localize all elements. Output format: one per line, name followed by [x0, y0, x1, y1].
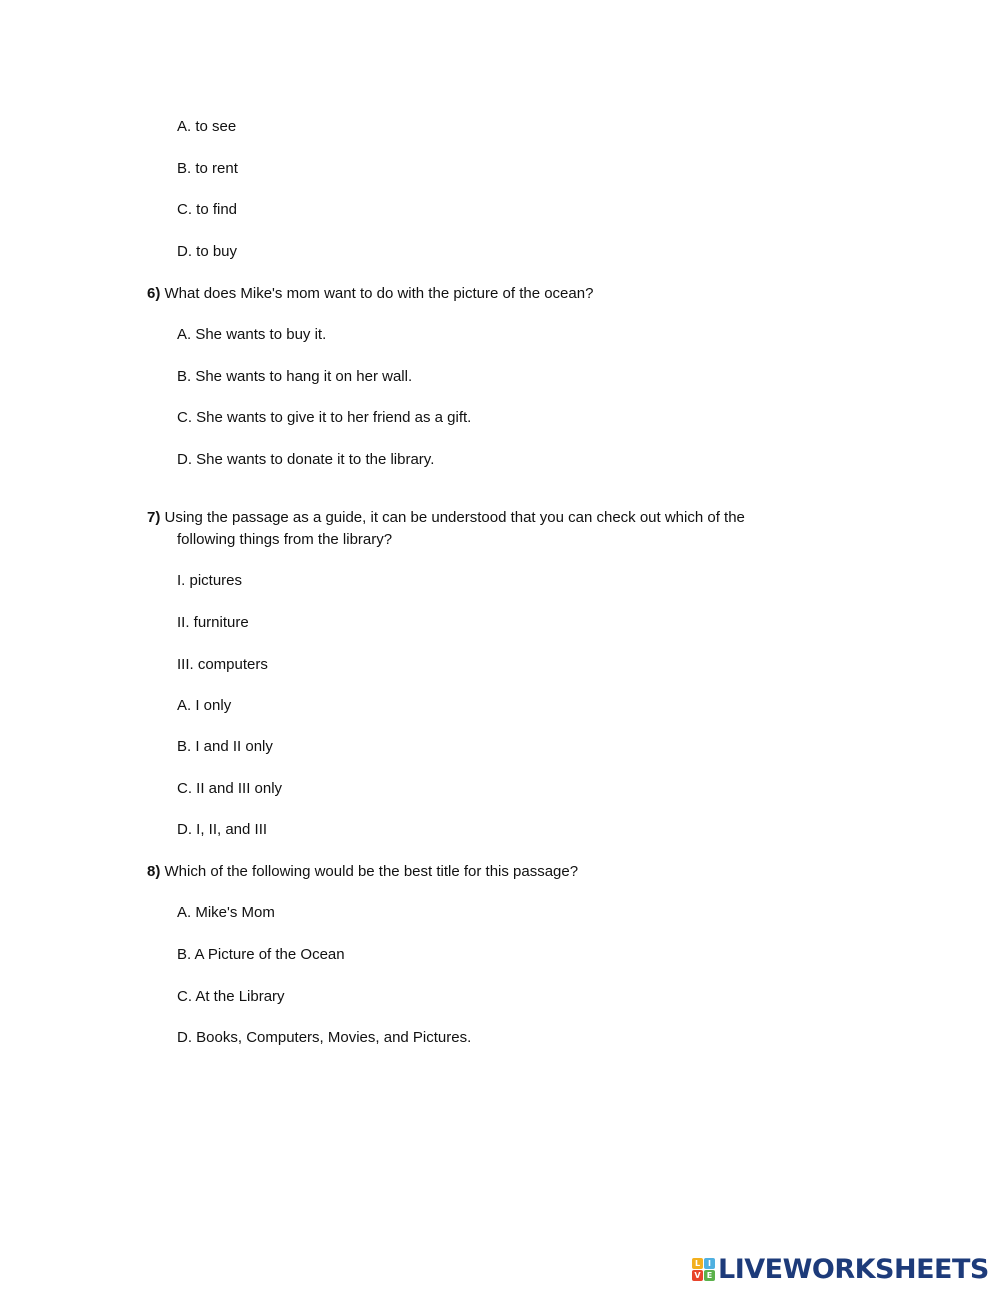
q8-question — [147, 862, 578, 882]
q7-item-iii: III. computers — [177, 656, 268, 673]
q6-text: What does Mike's mom want to do with the picture of the ocean? — [164, 285, 594, 302]
q6-option-c[interactable]: C. She wants to give it to her friend as a gift. — [177, 409, 472, 426]
q7-item-ii: II. furniture — [177, 614, 249, 631]
q6-option-b[interactable]: B. She wants to hang it on her wall. — [177, 368, 413, 385]
logo-mark-e: E — [704, 1270, 715, 1281]
q6-question — [147, 284, 593, 304]
q6-option-a[interactable]: A. She wants to buy it. — [177, 326, 327, 343]
q5-option-a[interactable]: A. to see — [177, 118, 237, 135]
q5-option-d[interactable]: D. to buy — [177, 243, 238, 260]
logo-mark-v: V — [692, 1270, 703, 1281]
logo-mark-l: L — [692, 1258, 703, 1269]
q8-text: Which of the following would be the best title for this passage? — [164, 863, 579, 880]
q7-option-b[interactable]: B. I and II only — [177, 738, 273, 755]
q7-option-c[interactable]: C. II and III only — [177, 780, 283, 797]
q6-option-d[interactable]: D. She wants to donate it to the library. — [177, 451, 435, 468]
logo-mark-icon — [692, 1258, 715, 1281]
q7-text-line1: Using the passage as a guide, it can be understood that you can check out which of the — [164, 509, 745, 526]
liveworksheets-logo — [692, 1254, 989, 1284]
q6-number: 6) — [147, 285, 161, 302]
q8-option-d[interactable]: D. Books, Computers, Movies, and Pictures. — [177, 1029, 472, 1046]
q8-number: 8) — [147, 863, 161, 880]
q7-number: 7) — [147, 509, 161, 526]
q8-option-b[interactable]: B. A Picture of the Ocean — [177, 946, 345, 963]
logo-text: LIVEWORKSHEETS — [718, 1253, 989, 1285]
q7-option-a[interactable]: A. I only — [177, 697, 232, 714]
q5-option-b[interactable]: B. to rent — [177, 160, 238, 177]
q5-option-c[interactable]: C. to find — [177, 201, 238, 218]
q7-text-line2: following things from the library? — [177, 531, 393, 548]
q7-question — [147, 508, 745, 528]
q8-option-c[interactable]: C. At the Library — [177, 988, 285, 1005]
q7-item-i: I. pictures — [177, 572, 243, 589]
q8-option-a[interactable]: A. Mike's Mom — [177, 904, 275, 921]
q7-option-d[interactable]: D. I, II, and III — [177, 821, 268, 838]
logo-mark-i: I — [704, 1258, 715, 1269]
